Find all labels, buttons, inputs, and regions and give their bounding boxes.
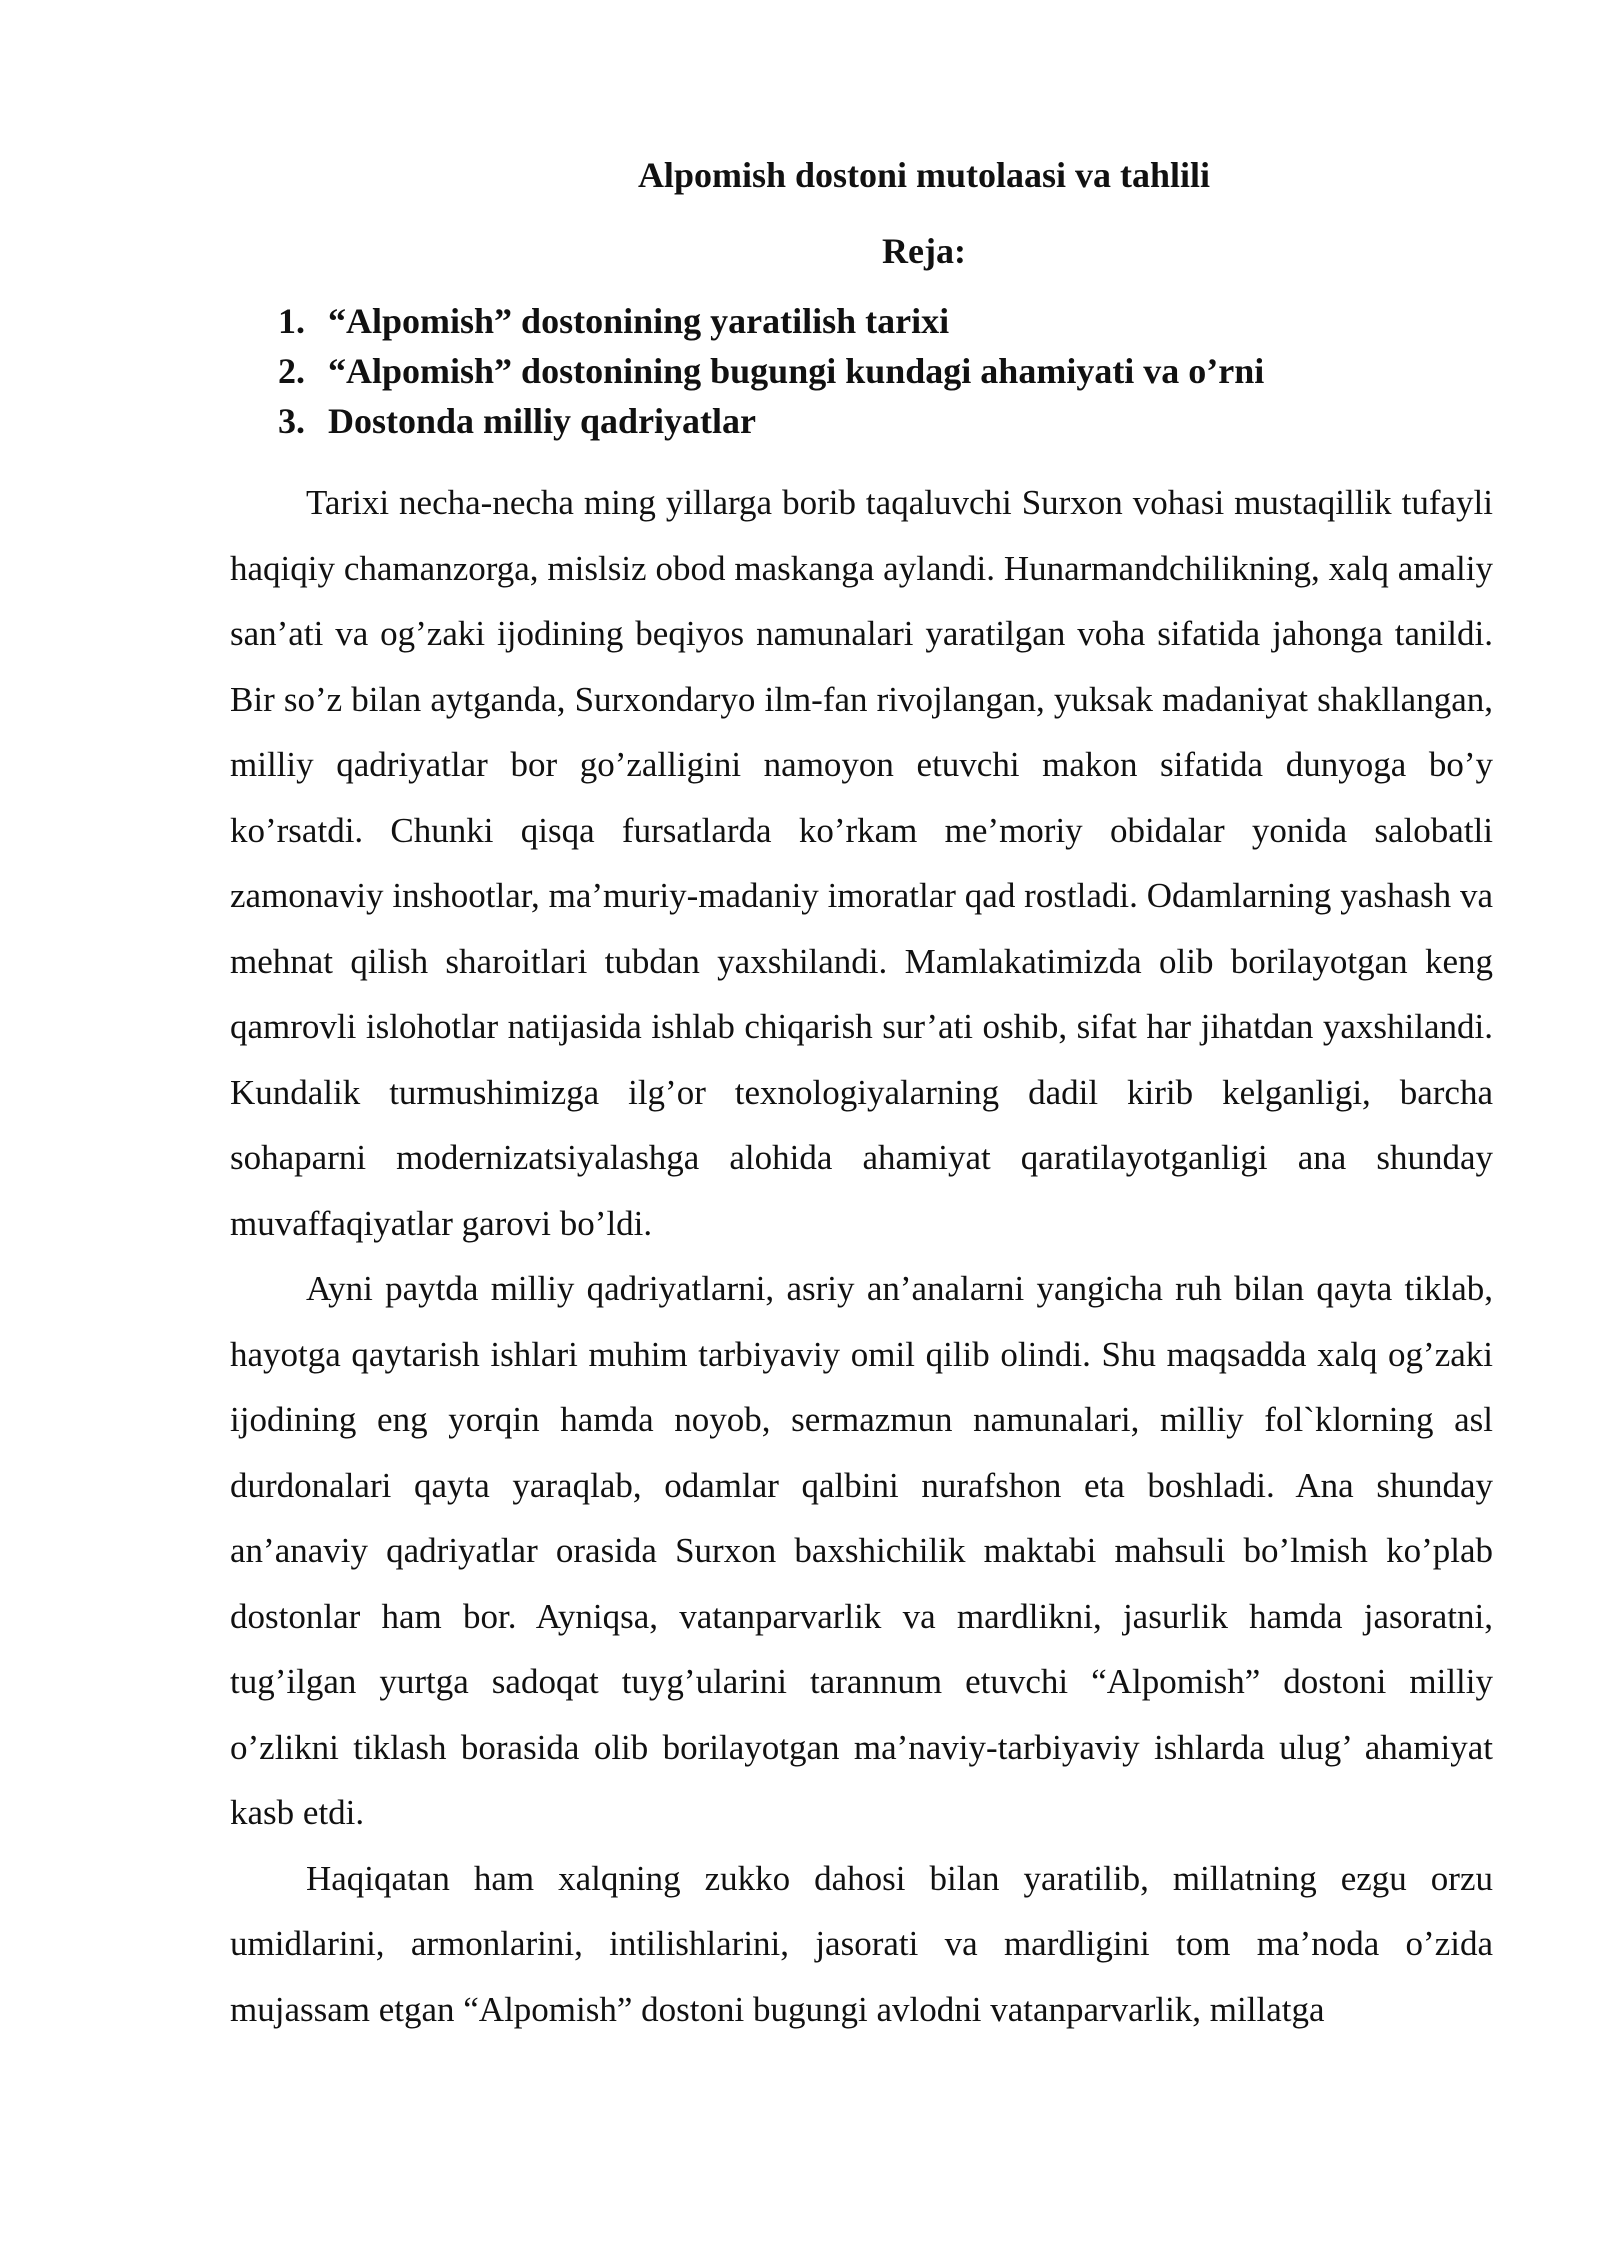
plan-item-number: 3. <box>278 401 305 441</box>
plan-item-number: 1. <box>278 301 305 341</box>
body-paragraph: Tarixi necha-necha ming yillarga borib taqaluvchi Surxon vohasi mustaqillik tufayli haqiqiy chamanzorga, mislsiz obod maskanga aylandi. Hunarmandchilikning, xalq amaliy san’ati va og’zaki ijodining beqiyos namunalari yaratilgan voha sifatida jahonga tanildi. Bir so’z bilan aytganda, Surxondaryo ilm-fan rivojlangan, yuksak madaniyat shakllangan, milliy qadriyatlar bor go’zalligini namoyon etuvchi makon sifatida dunyoga bo’y ko’rsatdi. Chunki qisqa fursatlarda ko’rkam me’moriy obidalar yonida salobatli zamonaviy inshootlar, ma’muriy-madaniy imoratlar qad rostladi. Odamlarning yashash va mehnat qilish sharoitlari tubdan yaxshilandi. Mamlakatimizda olib borilayotgan keng qamrovli islohotlar natijasida ishlab chiqarish sur’ati oshib, sifat har jihatdan yaxshilandi. Kundalik turmushimizga ilg’or texnologiyalarning dadil kirib kelganligi, barcha sohaparni modernizatsiyalashga alohida ahamiyat qaratilayotganligi ana shunday muvaffaqiyatlar garovi bo’ldi. <box>230 483 1493 1243</box>
plan-item-number: 2. <box>278 351 305 391</box>
document-body <box>230 148 1493 2042</box>
plan-item-text: “Alpomish” dostonining yaratilish tarixi <box>328 301 950 341</box>
document-title: Alpomish dostoni mutolaasi va tahlili <box>637 155 1211 195</box>
plan-item <box>230 346 1493 396</box>
plan-item-text: Dostonda milliy qadriyatlar <box>328 401 757 441</box>
plan-item <box>230 296 1493 346</box>
plan-heading: Reja: <box>882 231 966 271</box>
plan-list <box>230 296 1493 446</box>
body-paragraph: Haqiqatan ham xalqning zukko dahosi bilan yaratilib, millatning ezgu orzu umidlarini, armonlarini, intilishlarini, jasorati va mardligini tom ma’noda o’zida mujassam etgan “Alpomish” dostoni bugungi avlodni vatanparvarlik, millatga <box>230 1858 1493 2029</box>
body-paragraph: Ayni paytda milliy qadriyatlarni, asriy an’analarni yangicha ruh bilan qayta tiklab, hayotga qaytarish ishlari muhim tarbiyaviy omil qilib olindi. Shu maqsadda xalq og’zaki ijodining eng yorqin hamda noyob, sermazmun namunalari, milliy fol`klorning asl durdonalari qayta yaraqlab, odamlar qalbini nurafshon eta boshladi. Ana shunday an’anaviy qadriyatlar orasida Surxon baxshichilik maktabi mahsuli bo’lmish ko’plab dostonlar ham bor. Ayniqsa, vatanparvarlik va mardlikni, jasurlik hamda jasoratni, tug’ilgan yurtga sadoqat tuyg’ularini tarannum etuvchi “Alpomish” dostoni milliy o’zlikni tiklash borasida olib borilayotgan ma’naviy-tarbiyaviy ishlarda ulug’ ahamiyat kasb etdi. <box>230 1269 1493 1832</box>
plan-item-text: “Alpomish” dostonining bugungi kundagi ahamiyati va o’rni <box>328 351 1265 391</box>
plan-item <box>230 396 1493 446</box>
